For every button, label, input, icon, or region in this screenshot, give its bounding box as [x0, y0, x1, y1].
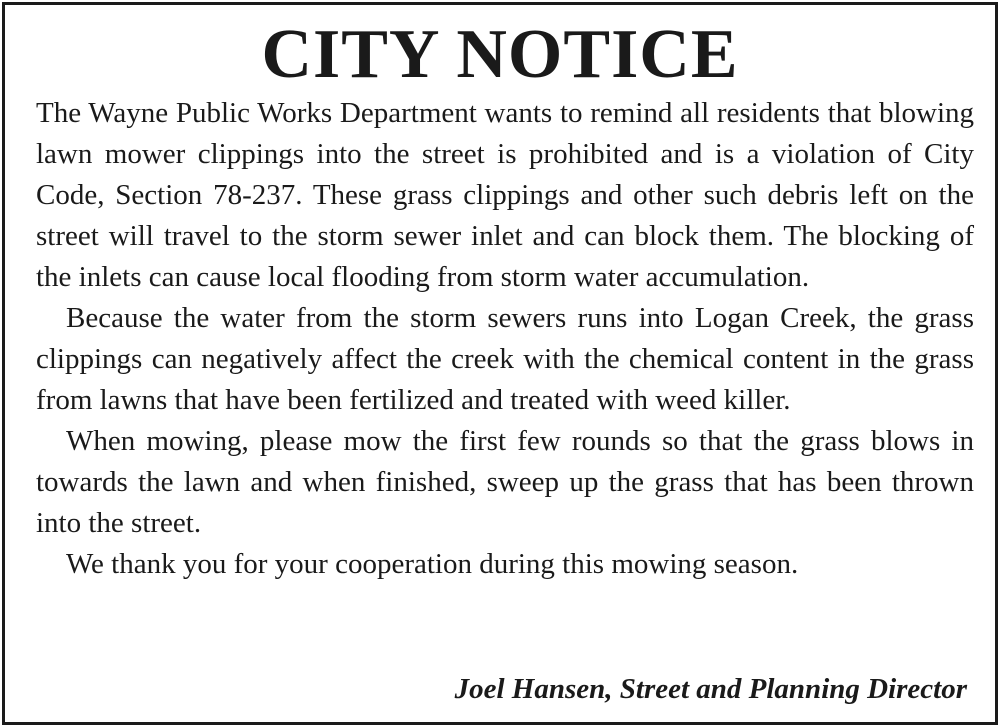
notice-paragraph-4: We thank you for your cooperation during this mowing season. [66, 548, 799, 580]
notice-title: CITY NOTICE [261, 16, 739, 93]
signature: Joel Hansen, Street and Planning Director [454, 673, 967, 705]
notice-frame [2, 2, 998, 725]
notice-paragraph-3: When mowing, please mow the first few rounds so that the grass blows in towards the lawn and when finished, sweep up the grass that has been thrown into the street. [36, 425, 974, 539]
notice-paragraph-1: The Wayne Public Works Department wants to remind all residents that blowing lawn mower clippings into the street is prohibited and is a violation of City Code, Section 78-237. These grass clippings and other such debris left on the street will travel to the storm sewer inlet and can block them. The blocking of the inlets can cause local flooding from storm water accumulation. [36, 97, 974, 293]
notice-body [36, 93, 974, 585]
notice-paragraph-2: Because the water from the storm sewers runs into Logan Creek, the grass clippings can negatively affect the creek with the chemical content in the grass from lawns that have been fertilized and treated with weed killer. [36, 302, 974, 416]
